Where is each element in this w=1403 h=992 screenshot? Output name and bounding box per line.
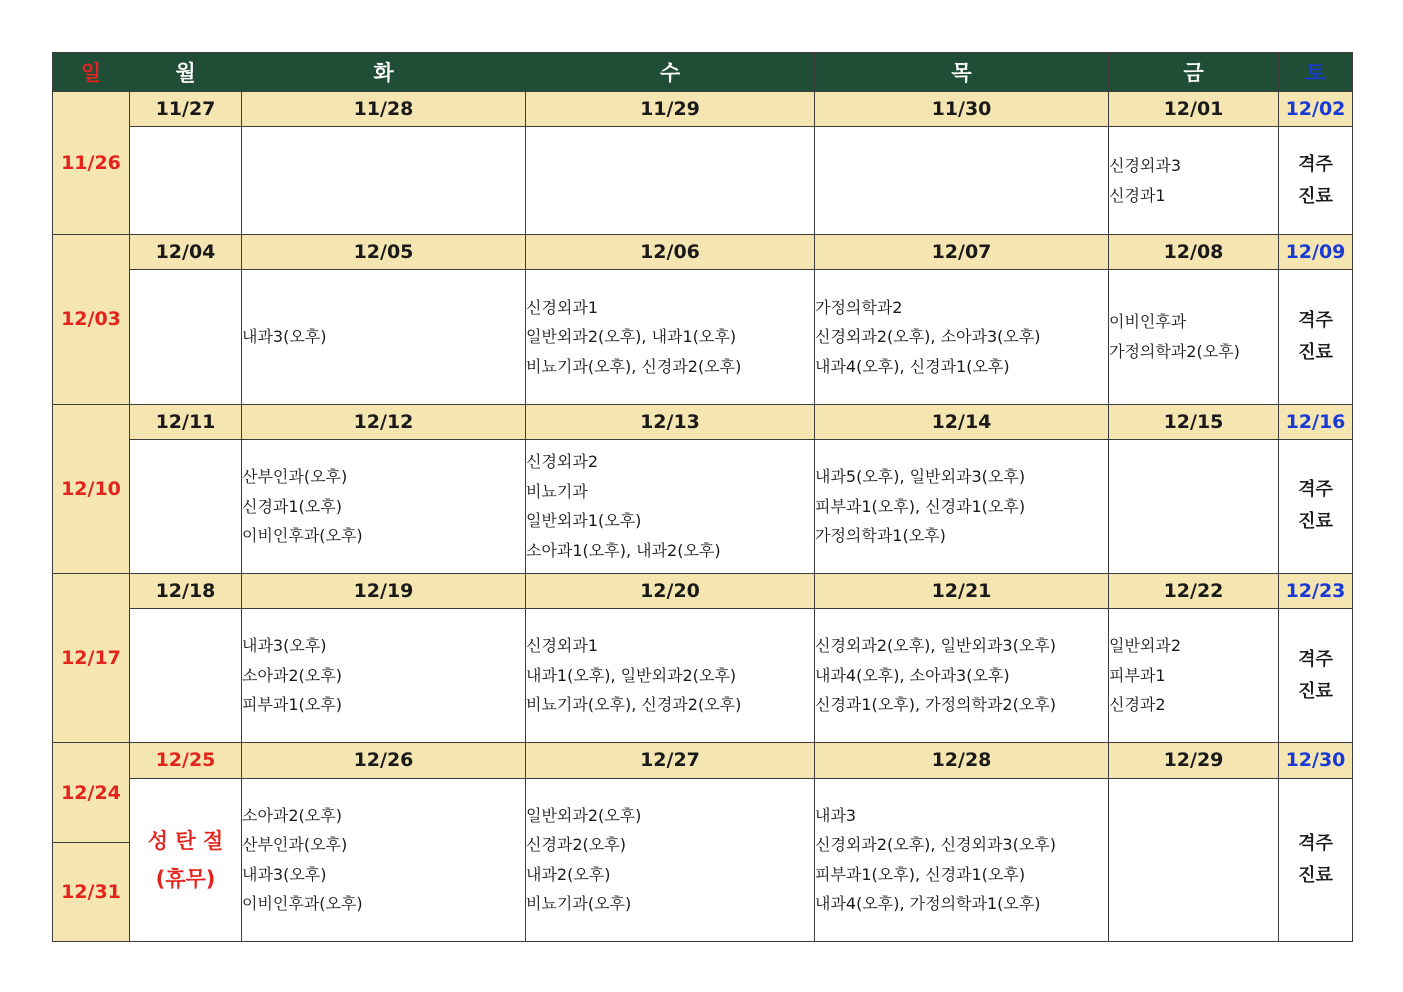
- saturday-note: 격주: [1298, 479, 1333, 501]
- date-monday: 12/18: [130, 573, 242, 608]
- date-saturday: 12/30: [1279, 743, 1353, 778]
- sunday-date: 12/31: [53, 843, 130, 942]
- schedule-tuesday: [242, 778, 526, 941]
- schedule-entry: 이비인후과(오후): [242, 894, 363, 914]
- sunday-date: 12/17: [53, 573, 130, 742]
- date-thursday: 12/21: [815, 573, 1109, 608]
- schedule-saturday: [1279, 270, 1353, 404]
- schedule-entry: 내과4(오후), 가정의학과1(오후): [815, 894, 1041, 914]
- week-date-row: [53, 743, 1353, 778]
- saturday-note: 격주: [1298, 153, 1333, 175]
- week-schedule-row: [53, 127, 1353, 235]
- schedule-entry: 피부과1(오후): [242, 695, 342, 715]
- schedule-entry: 피부과1: [1109, 665, 1166, 685]
- saturday-note: 진료: [1298, 680, 1333, 702]
- schedule-friday: [1109, 439, 1279, 573]
- schedule-entry: 소아과2(오후): [242, 665, 342, 685]
- date-friday: 12/29: [1109, 743, 1279, 778]
- week-date-row: [53, 404, 1353, 439]
- schedule-entry: 신경외과2(오후), 일반외과3(오후): [815, 636, 1056, 656]
- schedule-entry: 가정의학과2: [815, 297, 903, 317]
- date-tuesday: 11/28: [242, 92, 526, 127]
- schedule-monday: [130, 609, 242, 743]
- schedule-saturday: [1279, 609, 1353, 743]
- date-tuesday: 12/12: [242, 404, 526, 439]
- schedule-entry: 내과2(오후): [526, 864, 611, 884]
- schedule-tuesday: [242, 609, 526, 743]
- sunday-date: 11/26: [53, 92, 130, 235]
- schedule-entry: 내과4(오후), 소아과3(오후): [815, 665, 1010, 685]
- week-date-row: [53, 92, 1353, 127]
- sunday-date: 12/10: [53, 404, 130, 573]
- schedule-entry: 비뇨기과(오후): [526, 894, 632, 914]
- saturday-note: 진료: [1298, 511, 1333, 533]
- schedule-entry: 신경과2(오후): [526, 835, 626, 855]
- date-thursday: 12/07: [815, 235, 1109, 270]
- date-tuesday: 12/05: [242, 235, 526, 270]
- schedule-entry: 가정의학과2(오후): [1109, 341, 1240, 361]
- schedule-friday: [1109, 778, 1279, 941]
- date-friday: 12/08: [1109, 235, 1279, 270]
- saturday-note: 격주: [1298, 648, 1333, 670]
- date-thursday: 12/14: [815, 404, 1109, 439]
- schedule-entry: 신경외과2: [526, 452, 599, 472]
- date-monday: 12/11: [130, 404, 242, 439]
- schedule-entry: 일반외과2(오후), 내과1(오후): [526, 327, 737, 347]
- week-date-row: [53, 235, 1353, 270]
- header-thursday: 목: [815, 53, 1109, 92]
- sunday-date: 12/24: [53, 743, 130, 843]
- schedule-thursday: [815, 778, 1109, 941]
- header-saturday: 토: [1279, 53, 1353, 92]
- schedule-entry: 내과3: [815, 805, 857, 825]
- date-monday: 12/04: [130, 235, 242, 270]
- schedule-thursday: [815, 439, 1109, 573]
- holiday-note: (휴무): [155, 866, 216, 891]
- week-schedule-row: [53, 270, 1353, 404]
- schedule-wednesday: [526, 609, 815, 743]
- holiday-name: 성 탄 절: [147, 828, 224, 853]
- date-friday: 12/15: [1109, 404, 1279, 439]
- header-tuesday: 화: [242, 53, 526, 92]
- date-wednesday: 12/13: [526, 404, 815, 439]
- holiday-cell: [130, 778, 242, 941]
- schedule-monday: [130, 127, 242, 235]
- schedule-friday: [1109, 270, 1279, 404]
- schedule-entry: 내과3(오후): [242, 636, 327, 656]
- schedule-tuesday: [242, 270, 526, 404]
- schedule-wednesday: [526, 270, 815, 404]
- week-date-row: [53, 573, 1353, 608]
- schedule-entry: 피부과1(오후), 신경과1(오후): [815, 496, 1026, 516]
- schedule-monday: [130, 270, 242, 404]
- schedule-entry: 일반외과2: [1109, 636, 1182, 656]
- date-tuesday: 12/19: [242, 573, 526, 608]
- date-saturday: 12/09: [1279, 235, 1353, 270]
- weekday-header-row: [53, 53, 1353, 92]
- schedule-entry: 신경외과1: [526, 636, 599, 656]
- schedule-entry: 내과4(오후), 신경과1(오후): [815, 356, 1010, 376]
- saturday-note: 진료: [1298, 185, 1333, 207]
- schedule-entry: 소아과2(오후): [242, 805, 342, 825]
- date-wednesday: 12/27: [526, 743, 815, 778]
- schedule-tuesday: [242, 127, 526, 235]
- date-friday: 12/01: [1109, 92, 1279, 127]
- sunday-date: 12/03: [53, 235, 130, 404]
- header-sunday: 일: [53, 53, 130, 92]
- date-friday: 12/22: [1109, 573, 1279, 608]
- date-saturday: 12/02: [1279, 92, 1353, 127]
- schedule-entry: 비뇨기과(오후), 신경과2(오후): [526, 356, 742, 376]
- schedule-entry: 신경과1(오후), 가정의학과2(오후): [815, 695, 1056, 715]
- schedule-saturday: [1279, 439, 1353, 573]
- date-thursday: 12/28: [815, 743, 1109, 778]
- schedule-thursday: [815, 270, 1109, 404]
- schedule-entry: 피부과1(오후), 신경과1(오후): [815, 864, 1026, 884]
- schedule-entry: 신경과2: [1109, 695, 1166, 715]
- schedule-entry: 신경외과3: [1109, 156, 1182, 176]
- schedule-wednesday: [526, 439, 815, 573]
- schedule-entry: 이비인후과: [1109, 312, 1187, 332]
- schedule-entry: 신경과1(오후): [242, 496, 342, 516]
- saturday-note: 진료: [1298, 864, 1333, 886]
- schedule-entry: 일반외과2(오후): [526, 805, 642, 825]
- date-monday: 12/25: [130, 743, 242, 778]
- schedule-entry: 일반외과1(오후): [526, 511, 642, 531]
- saturday-note: 진료: [1298, 341, 1333, 363]
- schedule-saturday: [1279, 127, 1353, 235]
- schedule-calendar: [52, 52, 1353, 942]
- schedule-entry: 내과3(오후): [242, 327, 327, 347]
- schedule-entry: 산부인과(오후): [242, 835, 348, 855]
- date-monday: 11/27: [130, 92, 242, 127]
- schedule-entry: 신경외과2(오후), 신경외과3(오후): [815, 835, 1056, 855]
- schedule-entry: 신경외과1: [526, 297, 599, 317]
- saturday-note: 격주: [1298, 832, 1333, 854]
- date-saturday: 12/23: [1279, 573, 1353, 608]
- schedule-entry: 비뇨기과: [526, 481, 588, 501]
- schedule-entry: 내과3(오후): [242, 864, 327, 884]
- saturday-note: 격주: [1298, 309, 1333, 331]
- date-saturday: 12/16: [1279, 404, 1353, 439]
- schedule-entry: 내과1(오후), 일반외과2(오후): [526, 665, 737, 685]
- schedule-thursday: [815, 127, 1109, 235]
- schedule-monday: [130, 439, 242, 573]
- schedule-friday: [1109, 609, 1279, 743]
- schedule-entry: 내과5(오후), 일반외과3(오후): [815, 467, 1026, 487]
- date-thursday: 11/30: [815, 92, 1109, 127]
- schedule-entry: 신경외과2(오후), 소아과3(오후): [815, 327, 1041, 347]
- week-schedule-row: [53, 439, 1353, 573]
- schedule-wednesday: [526, 127, 815, 235]
- date-wednesday: 11/29: [526, 92, 815, 127]
- header-friday: 금: [1109, 53, 1279, 92]
- date-wednesday: 12/06: [526, 235, 815, 270]
- header-monday: 월: [130, 53, 242, 92]
- schedule-tuesday: [242, 439, 526, 573]
- schedule-saturday: [1279, 778, 1353, 941]
- schedule-entry: 산부인과(오후): [242, 467, 348, 487]
- schedule-thursday: [815, 609, 1109, 743]
- date-wednesday: 12/20: [526, 573, 815, 608]
- header-wednesday: 수: [526, 53, 815, 92]
- schedule-entry: 비뇨기과(오후), 신경과2(오후): [526, 695, 742, 715]
- week-schedule-row: [53, 778, 1353, 843]
- schedule-entry: 이비인후과(오후): [242, 526, 363, 546]
- schedule-entry: 가정의학과1(오후): [815, 526, 946, 546]
- schedule-wednesday: [526, 778, 815, 941]
- date-tuesday: 12/26: [242, 743, 526, 778]
- week-schedule-row: [53, 609, 1353, 743]
- schedule-entry: 신경과1: [1109, 185, 1166, 205]
- schedule-friday: [1109, 127, 1279, 235]
- schedule-entry: 소아과1(오후), 내과2(오후): [526, 540, 721, 560]
